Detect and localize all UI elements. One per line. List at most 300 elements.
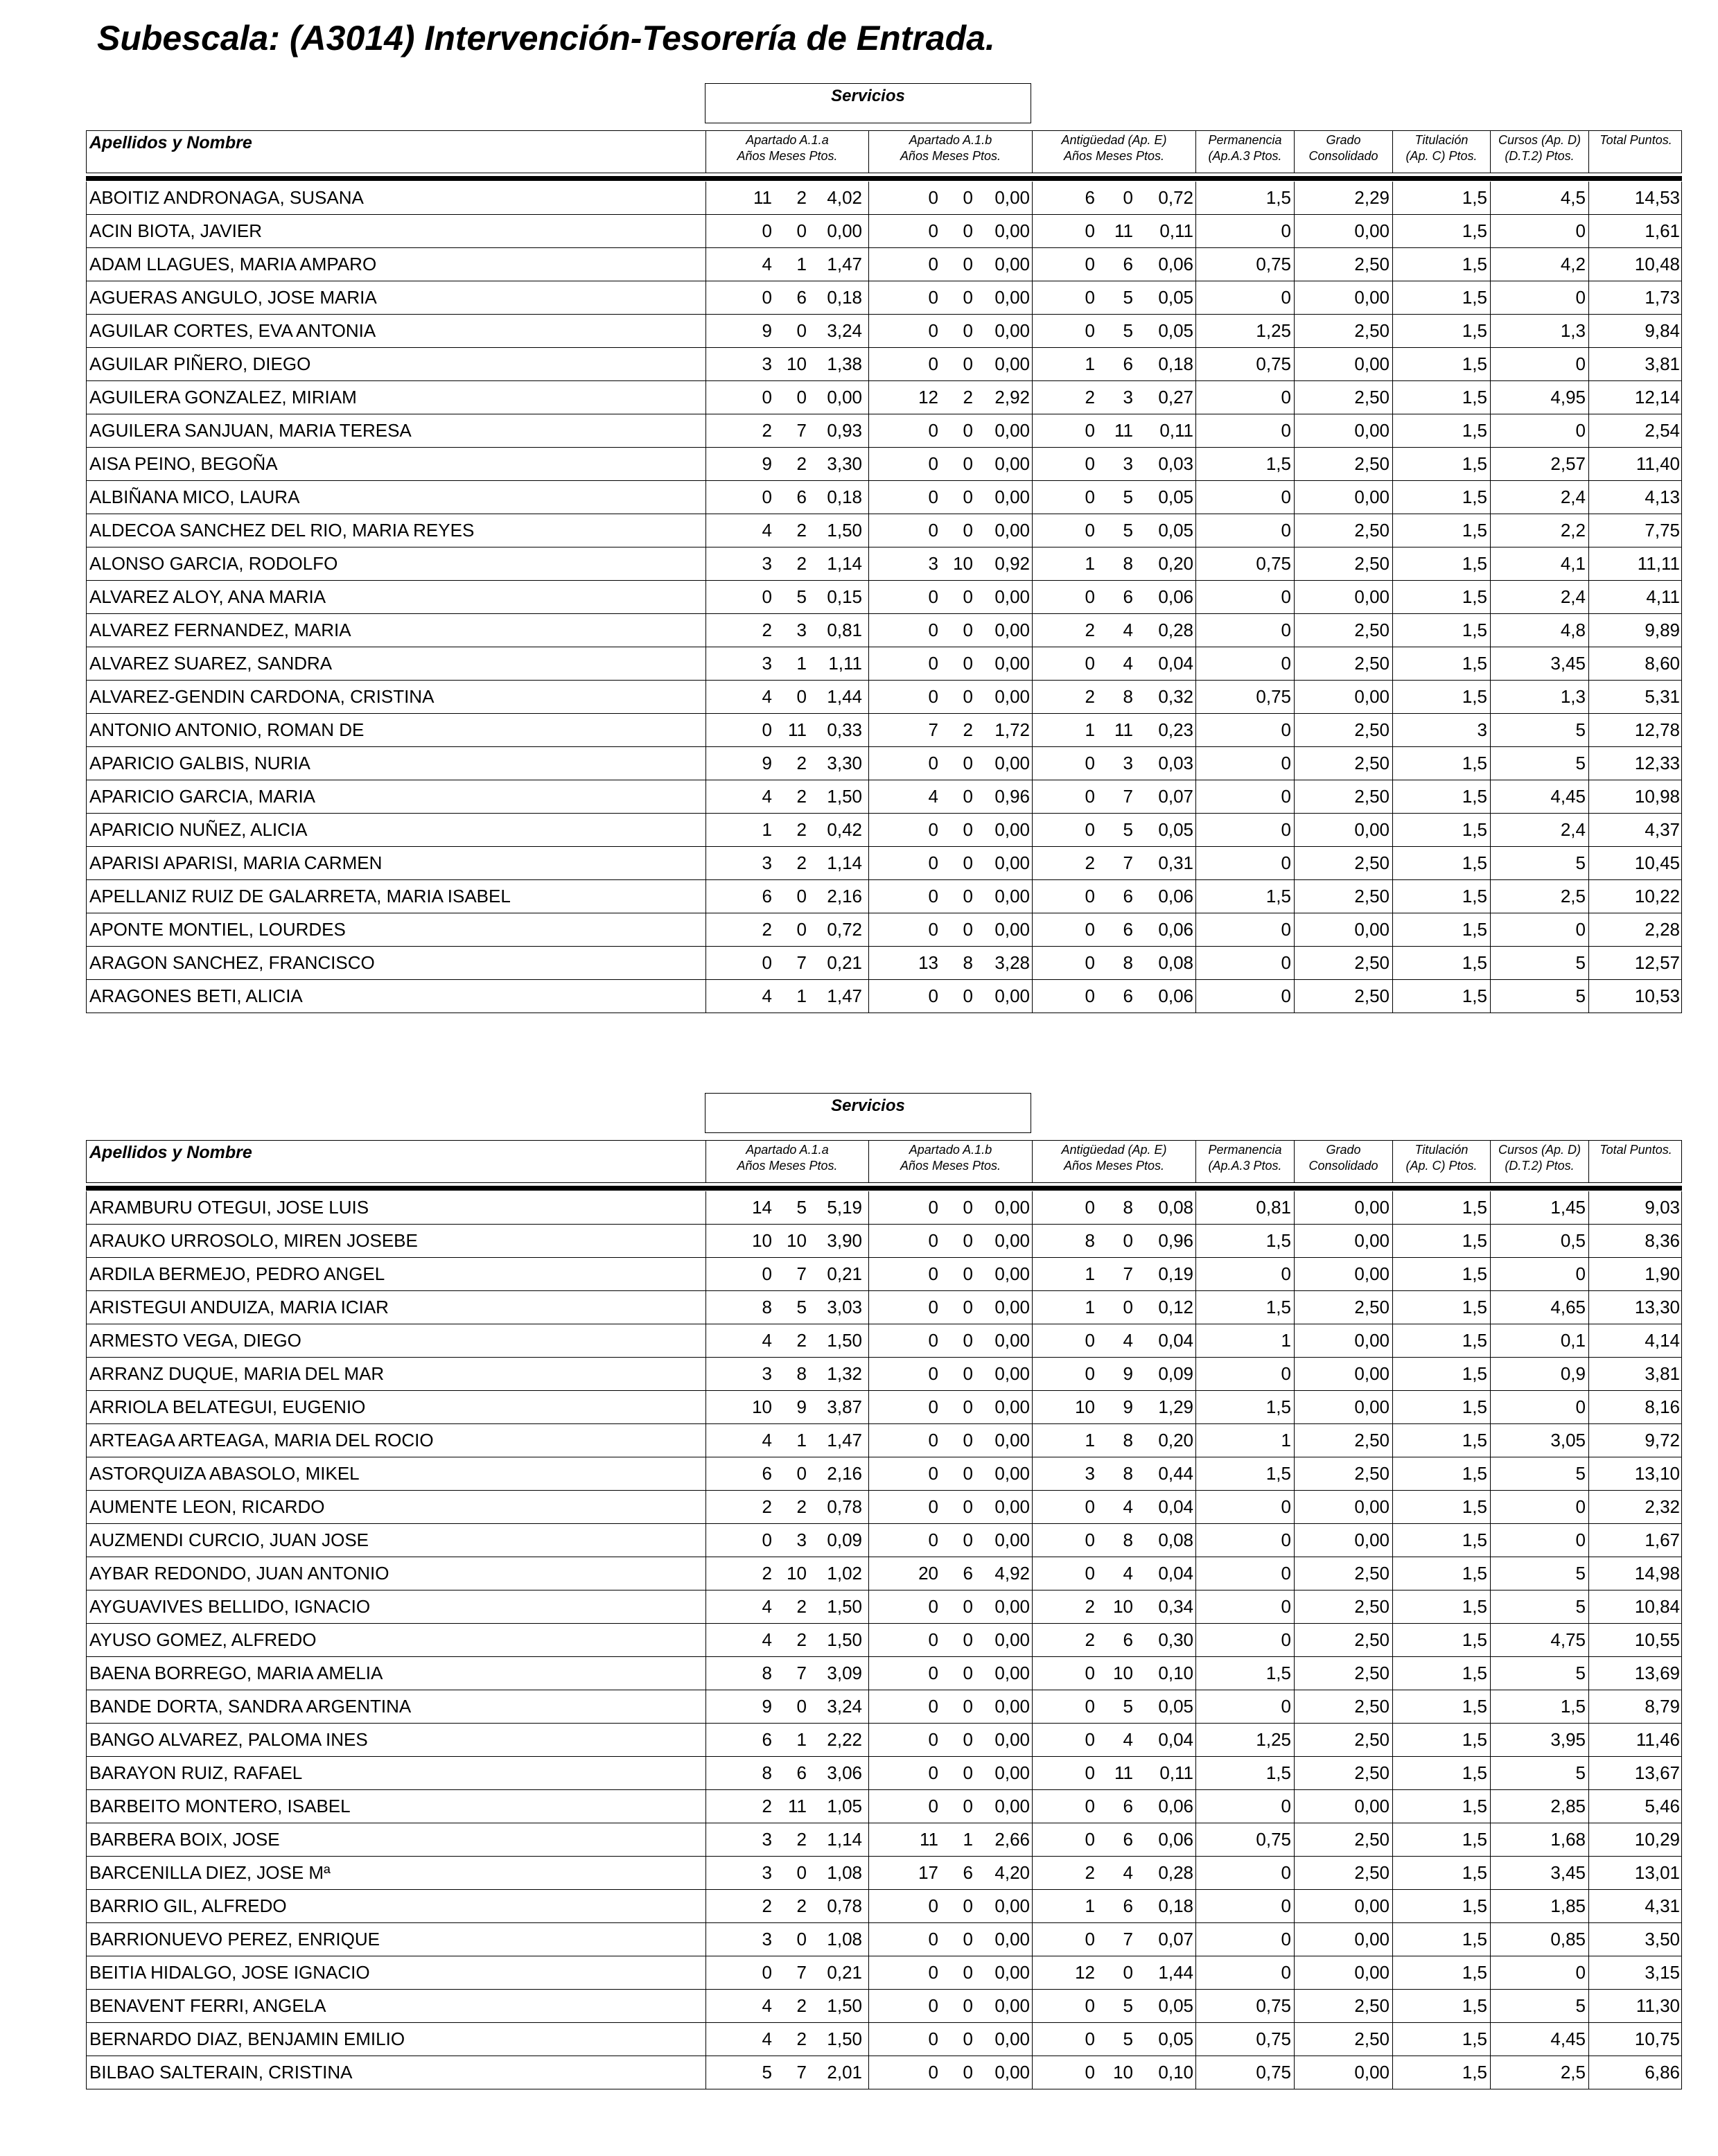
points-value: 0,00 (994, 1762, 1030, 1783)
years-value: 0 (928, 753, 938, 773)
years-value: 0 (1085, 254, 1095, 274)
points-value: 0,04 (1158, 653, 1193, 674)
antiguedad-cell (1032, 1890, 1195, 1922)
points-value: 0,00 (994, 254, 1030, 274)
name-cell: AUZMENDI CURCIO, JUAN JOSE (89, 1530, 369, 1550)
years-value: 0 (1085, 786, 1095, 807)
titulacion-cell: 1,5 (1392, 182, 1490, 214)
points-value: 3,06 (827, 1762, 862, 1783)
points-value: 3,87 (827, 1396, 862, 1417)
cursos-cell: 0 (1490, 1491, 1588, 1523)
total-cell: 13,10 (1588, 1457, 1683, 1490)
years-value: 0 (928, 420, 938, 441)
grado-cell: 0,00 (1294, 481, 1392, 514)
col-total (1588, 131, 1683, 173)
titulacion-cell: 1,5 (1392, 1990, 1490, 2022)
apartado-a1a-cell (705, 215, 868, 247)
antiguedad-cell (1032, 1324, 1195, 1357)
grado-cell: 2,29 (1294, 182, 1392, 214)
antiguedad-cell (1032, 1358, 1195, 1390)
years-value: 0 (1085, 2062, 1095, 2083)
grado-cell: 2,50 (1294, 315, 1392, 347)
points-value: 0,00 (994, 1796, 1030, 1816)
months-value: 11 (1114, 420, 1133, 441)
table-row (87, 1191, 1681, 1225)
years-value: 0 (928, 353, 938, 374)
years-value: 4 (762, 786, 772, 807)
points-value: 1,08 (827, 1862, 862, 1883)
years-value: 0 (928, 1197, 938, 1218)
cursos-cell: 5 (1490, 1590, 1588, 1623)
table-row (87, 1524, 1681, 1557)
years-value: 0 (928, 653, 938, 674)
apartado-a1b-cell (868, 1990, 1032, 2022)
titulacion-cell: 1,5 (1392, 1823, 1490, 1856)
cursos-cell: 4,5 (1490, 182, 1588, 214)
grado-cell: 2,50 (1294, 614, 1392, 647)
antiguedad-cell (1032, 1956, 1195, 1989)
name-cell: APONTE MONTIEL, LOURDES (89, 919, 346, 940)
years-value: 0 (928, 320, 938, 341)
months-value: 0 (963, 2028, 973, 2049)
total-cell: 13,69 (1588, 1657, 1683, 1690)
years-value: 2 (762, 919, 772, 940)
titulacion-cell: 1,5 (1392, 947, 1490, 979)
name-cell: APARICIO NUÑEZ, ALICIA (89, 819, 308, 840)
months-value: 8 (1123, 686, 1133, 707)
total-cell: 10,22 (1588, 880, 1683, 913)
header-line-1: Total Puntos. (1599, 1143, 1672, 1157)
months-value: 8 (1123, 1530, 1133, 1550)
points-value: 0,11 (1159, 420, 1193, 441)
grado-cell: 0,00 (1294, 1191, 1392, 1224)
points-value: 0,00 (994, 653, 1030, 674)
grado-cell: 0,00 (1294, 1790, 1392, 1823)
apartado-a1a-cell (705, 780, 868, 813)
total-cell: 12,14 (1588, 381, 1683, 414)
months-value: 6 (796, 287, 807, 308)
points-value: 2,22 (827, 1729, 862, 1750)
months-value: 2 (963, 719, 973, 740)
points-value: 0,10 (1158, 1663, 1193, 1683)
table-row (87, 1291, 1681, 1324)
points-value: 0,00 (994, 320, 1030, 341)
years-value: 0 (1085, 1197, 1095, 1218)
points-value: 0,28 (1158, 1862, 1193, 1883)
years-value: 0 (928, 487, 938, 507)
years-value: 0 (1085, 1663, 1095, 1683)
months-value: 0 (963, 1363, 973, 1384)
months-value: 2 (796, 1629, 807, 1650)
grado-cell: 2,50 (1294, 248, 1392, 281)
permanencia-cell: 0 (1195, 814, 1294, 846)
months-value: 4 (1123, 653, 1133, 674)
apartado-a1a-cell (705, 1757, 868, 1789)
permanencia-cell: 0 (1195, 1491, 1294, 1523)
months-value: 8 (1123, 1430, 1133, 1451)
years-value: 20 (918, 1563, 938, 1584)
table-row (87, 1324, 1681, 1358)
servicios-header: Servicios (705, 83, 1031, 123)
points-value: 0,00 (994, 1629, 1030, 1650)
years-value: 6 (762, 1463, 772, 1484)
antiguedad-cell (1032, 880, 1195, 913)
months-value: 0 (796, 1463, 807, 1484)
months-value: 9 (1123, 1363, 1133, 1384)
months-value: 2 (796, 1995, 807, 2016)
grado-cell: 0,00 (1294, 1491, 1392, 1523)
years-value: 2 (1085, 852, 1095, 873)
apartado-a1b-cell (868, 1956, 1032, 1989)
cursos-cell: 1,3 (1490, 315, 1588, 347)
points-value: 1,50 (827, 2028, 862, 2049)
months-value: 9 (1123, 1396, 1133, 1417)
points-value: 0,08 (1158, 1530, 1193, 1550)
points-value: 1,14 (827, 553, 862, 574)
years-value: 9 (762, 453, 772, 474)
years-value: 1 (1085, 719, 1095, 740)
points-value: 0,72 (1158, 187, 1193, 208)
points-value: 0,42 (827, 819, 862, 840)
apartado-a1b-cell (868, 614, 1032, 647)
titulacion-cell: 1,5 (1392, 1424, 1490, 1457)
table-row (87, 1690, 1681, 1724)
years-value: 0 (928, 1263, 938, 1284)
total-cell: 10,29 (1588, 1823, 1683, 1856)
total-cell: 9,03 (1588, 1191, 1683, 1224)
months-value: 0 (963, 1396, 973, 1417)
years-value: 0 (928, 620, 938, 640)
apartado-a1b-cell (868, 1524, 1032, 1557)
apartado-a1a-cell (705, 1956, 868, 1989)
titulacion-cell: 1,5 (1392, 2056, 1490, 2089)
table-row (87, 847, 1681, 880)
antiguedad-cell (1032, 1857, 1195, 1889)
header-line-1: Apartado A.1.a (746, 1143, 829, 1157)
permanencia-cell: 1,5 (1195, 448, 1294, 480)
points-value: 0,20 (1158, 553, 1193, 574)
titulacion-cell: 1,5 (1392, 913, 1490, 946)
apartado-a1a-cell (705, 448, 868, 480)
table-row (87, 281, 1681, 315)
points-value: 0,00 (994, 520, 1030, 541)
months-value: 0 (963, 1496, 973, 1517)
grado-cell: 0,00 (1294, 681, 1392, 713)
cursos-cell: 0 (1490, 1391, 1588, 1423)
total-cell: 8,60 (1588, 647, 1683, 680)
name-cell: BENAVENT FERRI, ANGELA (89, 1995, 326, 2016)
table-row (87, 1890, 1681, 1923)
months-value: 0 (963, 1629, 973, 1650)
name-cell: ARRANZ DUQUE, MARIA DEL MAR (89, 1363, 385, 1384)
years-value: 2 (1085, 387, 1095, 407)
years-value: 4 (762, 2028, 772, 2049)
months-value: 7 (1123, 1263, 1133, 1284)
header-line-2: (D.T.2) Ptos. (1505, 149, 1575, 163)
titulacion-cell: 1,5 (1392, 581, 1490, 613)
points-value: 0,00 (994, 1496, 1030, 1517)
name-cell: ALVAREZ-GENDIN CARDONA, CRISTINA (89, 686, 435, 707)
points-value: 0,04 (1158, 1330, 1193, 1351)
grado-cell: 2,50 (1294, 1457, 1392, 1490)
months-value: 0 (963, 985, 973, 1006)
grado-cell: 2,50 (1294, 647, 1392, 680)
titulacion-cell: 1,5 (1392, 1857, 1490, 1889)
total-cell: 9,72 (1588, 1424, 1683, 1457)
years-value: 0 (928, 187, 938, 208)
cursos-cell: 4,8 (1490, 614, 1588, 647)
titulacion-cell: 1,5 (1392, 514, 1490, 547)
name-cell: ARAUKO URROSOLO, MIREN JOSEBE (89, 1230, 418, 1251)
header-line-1: Titulación (1414, 133, 1469, 147)
months-value: 10 (1113, 1596, 1133, 1617)
antiguedad-cell (1032, 780, 1195, 813)
antiguedad-cell (1032, 348, 1195, 380)
total-cell: 3,81 (1588, 1358, 1683, 1390)
years-value: 3 (1085, 1463, 1095, 1484)
cursos-cell: 3,95 (1490, 1724, 1588, 1756)
years-value: 0 (1085, 520, 1095, 541)
grado-cell: 0,00 (1294, 348, 1392, 380)
years-value: 2 (1085, 686, 1095, 707)
months-value: 4 (1123, 1862, 1133, 1883)
titulacion-cell: 1,5 (1392, 414, 1490, 447)
months-value: 0 (963, 1663, 973, 1683)
total-cell: 5,31 (1588, 681, 1683, 713)
total-cell: 3,15 (1588, 1956, 1683, 1989)
titulacion-cell: 1,5 (1392, 1624, 1490, 1656)
titulacion-cell: 1,5 (1392, 281, 1490, 314)
points-value: 0,92 (994, 553, 1030, 574)
cursos-cell: 4,2 (1490, 248, 1588, 281)
months-value: 0 (963, 753, 973, 773)
points-value: 0,00 (994, 852, 1030, 873)
total-cell: 10,84 (1588, 1590, 1683, 1623)
years-value: 2 (762, 420, 772, 441)
col-name-header: Apellidos y Nombre (89, 1143, 252, 1162)
grado-cell: 2,50 (1294, 780, 1392, 813)
antiguedad-cell (1032, 315, 1195, 347)
apartado-a1b-cell (868, 1557, 1032, 1590)
header-divider (86, 176, 1682, 181)
months-value: 11 (788, 1796, 807, 1816)
name-cell: AGUILERA SANJUAN, MARIA TERESA (89, 420, 412, 441)
years-value: 14 (752, 1197, 772, 1218)
points-value: 1,50 (827, 1629, 862, 1650)
apartado-a1a-cell (705, 1324, 868, 1357)
apartado-a1b-cell (868, 381, 1032, 414)
years-value: 0 (1085, 220, 1095, 241)
table-row (87, 1790, 1681, 1823)
years-value: 0 (1085, 420, 1095, 441)
points-value: 1,47 (827, 985, 862, 1006)
col-permanencia (1195, 131, 1294, 173)
months-value: 0 (963, 453, 973, 474)
cursos-cell: 3,45 (1490, 647, 1588, 680)
grado-cell: 2,50 (1294, 1291, 1392, 1324)
total-cell: 10,53 (1588, 980, 1683, 1013)
years-value: 0 (1085, 1729, 1095, 1750)
titulacion-cell: 1,5 (1392, 614, 1490, 647)
cursos-cell: 2,5 (1490, 880, 1588, 913)
header-line-2: Consolidado (1308, 1159, 1378, 1173)
points-value: 0,08 (1158, 952, 1193, 973)
total-cell: 12,57 (1588, 947, 1683, 979)
months-value: 0 (963, 1929, 973, 1949)
permanencia-cell: 0 (1195, 1690, 1294, 1723)
antiguedad-cell (1032, 1191, 1195, 1224)
years-value: 0 (928, 1496, 938, 1517)
years-value: 9 (762, 320, 772, 341)
months-value: 1 (796, 1729, 807, 1750)
months-value: 3 (796, 1530, 807, 1550)
years-value: 2 (1085, 1862, 1095, 1883)
points-value: 0,00 (994, 220, 1030, 241)
cursos-cell: 0,85 (1490, 1923, 1588, 1956)
table-row (87, 1990, 1681, 2023)
months-value: 0 (963, 320, 973, 341)
cursos-cell: 0 (1490, 1956, 1588, 1989)
cursos-cell: 5 (1490, 847, 1588, 879)
months-value: 8 (963, 952, 973, 973)
apartado-a1b-cell (868, 780, 1032, 813)
grado-cell: 0,00 (1294, 215, 1392, 247)
points-value: 3,30 (827, 453, 862, 474)
points-value: 0,33 (827, 719, 862, 740)
points-value: 3,24 (827, 320, 862, 341)
months-value: 0 (963, 1530, 973, 1550)
years-value: 3 (762, 1363, 772, 1384)
years-value: 2 (762, 1563, 772, 1584)
name-cell: ALBIÑANA MICO, LAURA (89, 487, 300, 507)
page-title: Subescala: (A3014) Intervención-Tesorería de Entrada. (97, 19, 995, 58)
apartado-a1b-cell (868, 1424, 1032, 1457)
total-cell: 2,32 (1588, 1491, 1683, 1523)
permanencia-cell: 0 (1195, 1956, 1294, 1989)
col-antiguedad (1032, 131, 1195, 173)
apartado-a1a-cell (705, 281, 868, 314)
total-cell: 14,98 (1588, 1557, 1683, 1590)
months-value: 5 (796, 1197, 807, 1218)
table-row (87, 2056, 1681, 2089)
titulacion-cell: 1,5 (1392, 1956, 1490, 1989)
months-value: 0 (796, 886, 807, 906)
months-value: 0 (1123, 187, 1133, 208)
permanencia-cell: 0,75 (1195, 1990, 1294, 2022)
years-value: 8 (762, 1762, 772, 1783)
years-value: 6 (762, 1729, 772, 1750)
months-value: 0 (963, 1962, 973, 1983)
months-value: 7 (1123, 786, 1133, 807)
apartado-a1a-cell (705, 880, 868, 913)
apartado-a1b-cell (868, 315, 1032, 347)
months-value: 7 (796, 1962, 807, 1983)
apartado-a1a-cell (705, 248, 868, 281)
years-value: 0 (928, 1696, 938, 1717)
apartado-a1b-cell (868, 581, 1032, 613)
years-value: 0 (1085, 919, 1095, 940)
months-value: 0 (963, 1263, 973, 1284)
antiguedad-cell (1032, 1258, 1195, 1290)
header-line-1: Apartado A.1.a (746, 133, 829, 147)
years-value: 3 (762, 852, 772, 873)
points-value: 0,00 (994, 1530, 1030, 1550)
apartado-a1a-cell (705, 1457, 868, 1490)
permanencia-cell: 0 (1195, 1923, 1294, 1956)
points-value: 0,00 (994, 620, 1030, 640)
titulacion-cell: 1,5 (1392, 2023, 1490, 2056)
months-value: 3 (1123, 387, 1133, 407)
points-value: 0,05 (1158, 819, 1193, 840)
years-value: 2 (1085, 1596, 1095, 1617)
months-value: 6 (963, 1862, 973, 1883)
titulacion-cell: 1,5 (1392, 1690, 1490, 1723)
antiguedad-cell (1032, 814, 1195, 846)
antiguedad-cell (1032, 614, 1195, 647)
years-value: 12 (1075, 1962, 1095, 1983)
apartado-a1a-cell (705, 714, 868, 746)
name-cell: BARCENILLA DIEZ, JOSE Mª (89, 1862, 331, 1883)
titulacion-cell: 1,5 (1392, 1191, 1490, 1224)
grado-cell: 2,50 (1294, 747, 1392, 780)
apartado-a1a-cell (705, 414, 868, 447)
table-row (87, 1457, 1681, 1491)
months-value: 2 (796, 1330, 807, 1351)
points-value: 0,00 (994, 1197, 1030, 1218)
years-value: 0 (1085, 1829, 1095, 1850)
points-value: 0,27 (1158, 387, 1193, 407)
years-value: 4 (762, 520, 772, 541)
points-value: 0,06 (1158, 1829, 1193, 1850)
apartado-a1b-cell (868, 547, 1032, 580)
months-value: 2 (796, 1895, 807, 1916)
header-line-1: Antigüedad (Ap. E) (1061, 133, 1167, 147)
name-cell: ALVAREZ SUAREZ, SANDRA (89, 653, 333, 674)
apartado-a1b-cell (868, 1690, 1032, 1723)
grado-cell: 0,00 (1294, 1324, 1392, 1357)
years-value: 0 (1085, 287, 1095, 308)
name-cell: ARAMBURU OTEGUI, JOSE LUIS (89, 1197, 369, 1218)
points-value: 0,06 (1158, 985, 1193, 1006)
points-value: 0,18 (1158, 353, 1193, 374)
name-cell: ACIN BIOTA, JAVIER (89, 220, 262, 241)
cursos-cell: 5 (1490, 747, 1588, 780)
col-apartado-a1b (868, 1141, 1032, 1182)
col-grado (1294, 1141, 1392, 1182)
years-value: 10 (752, 1230, 772, 1251)
years-value: 0 (928, 686, 938, 707)
points-value: 0,00 (994, 453, 1030, 474)
points-value: 0,06 (1158, 919, 1193, 940)
points-value: 0,00 (994, 1929, 1030, 1949)
points-value: 0,04 (1158, 1563, 1193, 1584)
apartado-a1a-cell (705, 1191, 868, 1224)
points-value: 2,66 (994, 1829, 1030, 1850)
apartado-a1b-cell (868, 1191, 1032, 1224)
months-value: 5 (1123, 320, 1133, 341)
years-value: 3 (762, 553, 772, 574)
months-value: 0 (796, 320, 807, 341)
apartado-a1a-cell (705, 1624, 868, 1656)
antiguedad-cell (1032, 1557, 1195, 1590)
months-value: 2 (796, 786, 807, 807)
apartado-a1a-cell (705, 1424, 868, 1457)
months-value: 3 (1123, 753, 1133, 773)
years-value: 3 (762, 353, 772, 374)
points-value: 0,15 (827, 586, 862, 607)
permanencia-cell: 0 (1195, 1590, 1294, 1623)
apartado-a1b-cell (868, 1857, 1032, 1889)
